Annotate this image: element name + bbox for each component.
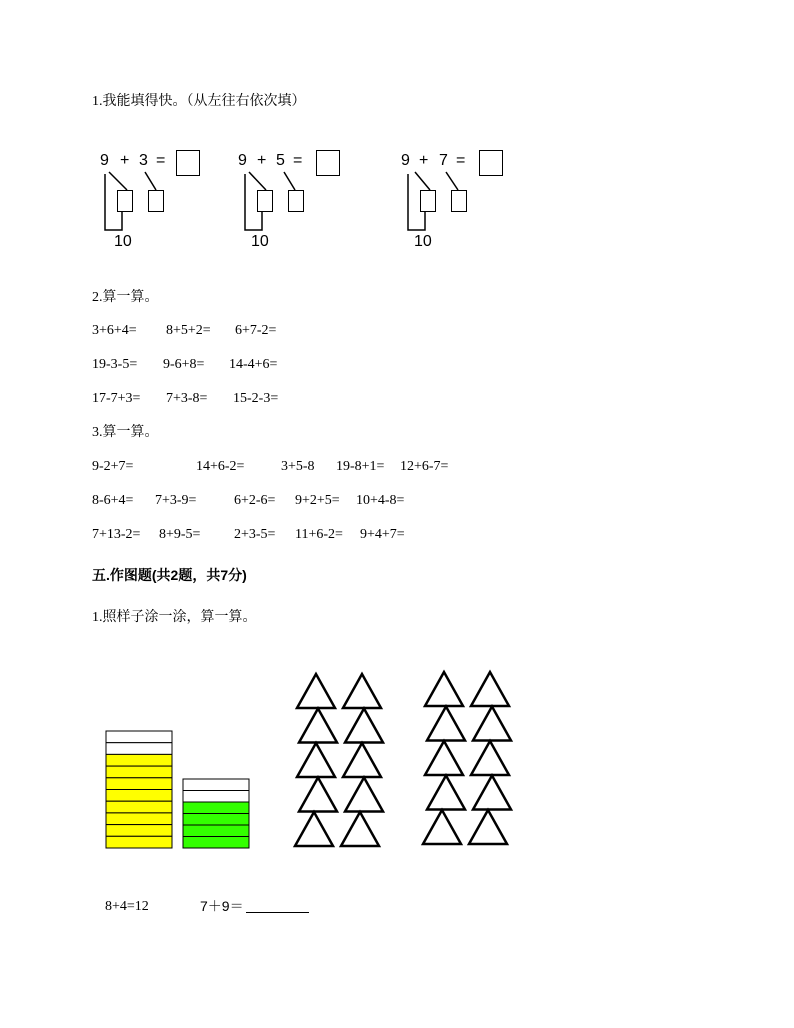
green-bar-empty-cell: [183, 791, 249, 803]
q3-expr: 9+2+5=: [295, 493, 340, 508]
yellow-bar-empty-cell: [106, 731, 172, 743]
yellow-bar-empty-cell: [106, 743, 172, 755]
yellow-bar-filled-cell: [106, 813, 172, 825]
triangle-group-2-triangle[interactable]: [423, 810, 461, 844]
ten-label-1: 10: [114, 233, 132, 250]
yellow-bar-filled-cell: [106, 778, 172, 790]
triangle-group-1-triangle[interactable]: [341, 812, 379, 846]
triangle-group-1-triangle[interactable]: [345, 709, 383, 743]
q2-expr: 8+5+2=: [166, 323, 211, 338]
q3-expr: 2+3-5=: [234, 527, 276, 542]
addend-a-3: 9: [401, 152, 410, 169]
q3-expr: 9-2+7=: [92, 459, 134, 474]
example-equation: 8+4=12: [105, 899, 149, 914]
q2-expr: 7+3-8=: [166, 391, 208, 406]
q3-expr: 8-6+4=: [92, 493, 134, 508]
addend-b-1: 3: [139, 152, 148, 169]
q3-expr: 8+9-5=: [159, 527, 201, 542]
q2-title: 2.算一算。: [92, 290, 159, 305]
addend-b-3: 7: [439, 152, 448, 169]
triangle-group-2-triangle[interactable]: [473, 707, 511, 741]
q2-expr: 3+6+4=: [92, 323, 137, 338]
triangle-group-2-triangle[interactable]: [471, 672, 509, 706]
triangle-group-2-triangle[interactable]: [469, 810, 507, 844]
q3-expr: 7+3-9=: [155, 493, 197, 508]
plus-sign-1: +: [120, 152, 130, 169]
triangle-group-2-triangle[interactable]: [427, 776, 465, 810]
yellow-bar-filled-cell: [106, 754, 172, 766]
green-bar-empty-cell: [183, 779, 249, 791]
q2-expr: 9-6+8=: [163, 357, 205, 372]
q3-title: 3.算一算。: [92, 425, 159, 440]
triangle-group-1-triangle[interactable]: [343, 674, 381, 708]
green-bar-filled-cell: [183, 814, 249, 826]
q2-expr: 15-2-3=: [233, 391, 279, 406]
q3-expr: 9+4+7=: [360, 527, 405, 542]
equals-sign-2: =: [293, 152, 303, 169]
triangle-group-2-triangle[interactable]: [425, 672, 463, 706]
triangle-group-1-triangle[interactable]: [299, 778, 337, 812]
equals-sign-1: =: [156, 152, 166, 169]
triangle-group-2-triangle[interactable]: [425, 741, 463, 775]
triangle-group-2-triangle[interactable]: [471, 741, 509, 775]
plus-sign-3: +: [419, 152, 429, 169]
q3-expr: 11+6-2=: [295, 527, 343, 542]
yellow-bar-filled-cell: [106, 766, 172, 778]
addend-b-2: 5: [276, 152, 285, 169]
q2-expr: 6+7-2=: [235, 323, 277, 338]
yellow-bar-filled-cell: [106, 790, 172, 802]
q3-expr: 7+13-2=: [92, 527, 141, 542]
task-equation: 7＋9＝: [200, 898, 244, 914]
q1-title: 1.我能填得快。（从左往右依次填）: [92, 94, 306, 109]
green-bar-filled-cell: [183, 802, 249, 814]
q3-expr: 10+4-8=: [356, 493, 405, 508]
triangle-group-2-triangle[interactable]: [427, 707, 465, 741]
q2-expr: 14-4+6=: [229, 357, 278, 372]
q3-expr: 14+6-2=: [196, 459, 245, 474]
triangle-group-1-triangle[interactable]: [295, 812, 333, 846]
triangle-group-1-triangle[interactable]: [343, 743, 381, 777]
q3-expr: 6+2-6=: [234, 493, 276, 508]
ten-label-2: 10: [251, 233, 269, 250]
s5-q1-title: 1.照样子涂一涂，算一算。: [92, 610, 257, 625]
ten-label-3: 10: [414, 233, 432, 250]
green-bar-filled-cell: [183, 825, 249, 837]
plus-sign-2: +: [257, 152, 267, 169]
triangle-group-1-triangle[interactable]: [297, 674, 335, 708]
yellow-bar-filled-cell: [106, 825, 172, 837]
addend-a-2: 9: [238, 152, 247, 169]
equals-sign-3: =: [456, 152, 466, 169]
triangle-group-1-triangle[interactable]: [297, 743, 335, 777]
q2-expr: 19-3-5=: [92, 357, 138, 372]
answer-line[interactable]: [246, 912, 309, 913]
q3-expr: 12+6-7=: [400, 459, 449, 474]
yellow-bar-filled-cell: [106, 836, 172, 848]
triangle-group-1-triangle[interactable]: [345, 778, 383, 812]
q3-expr: 3+5-8: [281, 459, 315, 474]
q3-expr: 19-8+1=: [336, 459, 385, 474]
triangle-group-1-triangle[interactable]: [299, 709, 337, 743]
addend-a-1: 9: [100, 152, 109, 169]
triangle-group-2-triangle[interactable]: [473, 776, 511, 810]
q2-expr: 17-7+3=: [92, 391, 141, 406]
section-5-title: 五.作图题(共2题，共7分): [92, 567, 247, 583]
green-bar-filled-cell: [183, 837, 249, 849]
yellow-bar-filled-cell: [106, 801, 172, 813]
